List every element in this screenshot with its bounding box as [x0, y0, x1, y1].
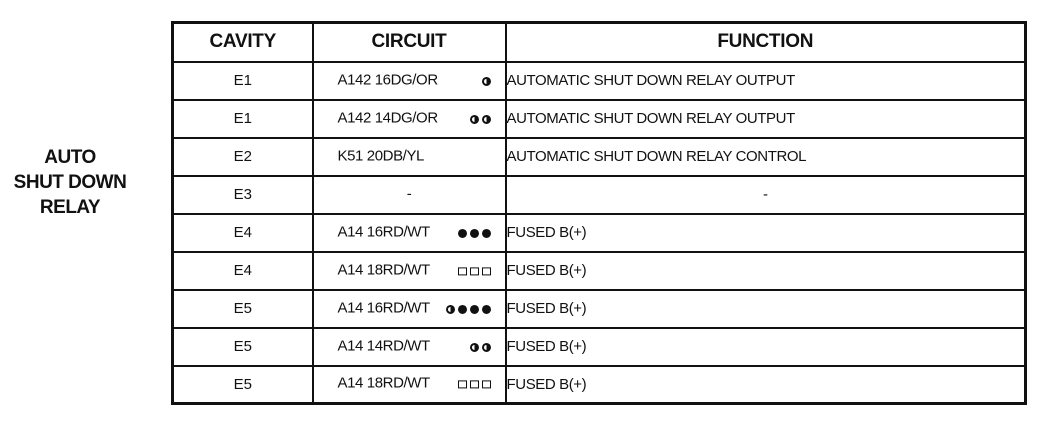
- half-filled-dot-icon: [482, 114, 491, 123]
- function-cell: FUSED B(+): [506, 214, 1026, 252]
- function-cell: FUSED B(+): [506, 252, 1026, 290]
- cavity-cell: E1: [173, 100, 313, 138]
- cavity-cell: E4: [173, 214, 313, 252]
- circuit-cell: [313, 290, 506, 328]
- circuit-code: A14 18RD/WT: [337, 374, 430, 392]
- circuit-cell: [313, 138, 506, 176]
- filled-dot-icon: [482, 304, 491, 313]
- table-row: [173, 290, 1026, 328]
- filled-dot-icon: [482, 228, 491, 237]
- function-cell: FUSED B(+): [506, 290, 1026, 328]
- option-marker: [470, 342, 491, 351]
- cavity-table: [171, 21, 1027, 405]
- circuit-cell: [313, 366, 506, 404]
- open-square-icon: [482, 267, 491, 275]
- cavity-cell: E3: [173, 176, 313, 214]
- half-filled-dot-icon: [446, 304, 455, 313]
- circuit-code: A142 16DG/OR: [337, 71, 438, 89]
- circuit-code: -: [406, 185, 412, 203]
- circuit-cell: [313, 62, 506, 100]
- circuit-cell: [313, 214, 506, 252]
- table-row: [173, 328, 1026, 366]
- cavity-cell: E4: [173, 252, 313, 290]
- circuit-cell: [313, 252, 506, 290]
- table-row: [173, 214, 1026, 252]
- circuit-code: A142 14DG/OR: [337, 109, 438, 127]
- half-filled-dot-icon: [482, 342, 491, 351]
- function-cell: AUTOMATIC SHUT DOWN RELAY OUTPUT: [506, 62, 1026, 100]
- open-square-icon: [470, 267, 479, 275]
- circuit-code: K51 20DB/YL: [337, 147, 424, 165]
- filled-dot-icon: [458, 304, 467, 313]
- function-cell: FUSED B(+): [506, 366, 1026, 404]
- option-marker: [482, 76, 491, 85]
- circuit-cell: [313, 100, 506, 138]
- function-cell: FUSED B(+): [506, 328, 1026, 366]
- circuit-cell: [313, 176, 506, 214]
- connector-label-line-2: SHUT DOWN: [13, 172, 127, 193]
- cavity-cell: E5: [173, 290, 313, 328]
- header-circuit: CIRCUIT: [313, 23, 506, 62]
- circuit-code: A14 16RD/WT: [337, 299, 430, 317]
- filled-dot-icon: [458, 228, 467, 237]
- table-row: [173, 100, 1026, 138]
- circuit-code: A14 16RD/WT: [337, 223, 430, 241]
- table-row: [173, 176, 1026, 214]
- filled-dot-icon: [470, 304, 479, 313]
- table-body: [173, 62, 1026, 404]
- table-header-row: [173, 23, 1026, 62]
- open-square-icon: [482, 381, 491, 389]
- function-cell: AUTOMATIC SHUT DOWN RELAY OUTPUT: [506, 100, 1026, 138]
- circuit-cell: [313, 328, 506, 366]
- option-marker: [458, 381, 491, 389]
- header-cavity: CAVITY: [173, 23, 313, 62]
- circuit-code: A14 14RD/WT: [337, 337, 430, 355]
- half-filled-dot-icon: [470, 342, 479, 351]
- function-cell: AUTOMATIC SHUT DOWN RELAY CONTROL: [506, 138, 1026, 176]
- cavity-cell: E5: [173, 366, 313, 404]
- table-row: [173, 366, 1026, 404]
- table-row: [173, 252, 1026, 290]
- open-square-icon: [458, 381, 467, 389]
- cavity-cell: E5: [173, 328, 313, 366]
- option-marker: [458, 228, 491, 237]
- open-square-icon: [458, 267, 467, 275]
- function-cell: -: [506, 176, 1026, 214]
- cavity-cell: E2: [173, 138, 313, 176]
- open-square-icon: [470, 381, 479, 389]
- connector-label: [0, 145, 140, 220]
- option-marker: [470, 114, 491, 123]
- option-marker: [458, 267, 491, 275]
- filled-dot-icon: [470, 228, 479, 237]
- connector-label-line-1: AUTO: [44, 147, 96, 168]
- header-function: FUNCTION: [506, 23, 1026, 62]
- connector-label-line-3: RELAY: [39, 197, 101, 218]
- half-filled-dot-icon: [482, 76, 491, 85]
- circuit-code: A14 18RD/WT: [337, 261, 430, 279]
- cavity-cell: E1: [173, 62, 313, 100]
- table-row: [173, 138, 1026, 176]
- option-marker: [446, 304, 491, 313]
- table-row: [173, 62, 1026, 100]
- half-filled-dot-icon: [470, 114, 479, 123]
